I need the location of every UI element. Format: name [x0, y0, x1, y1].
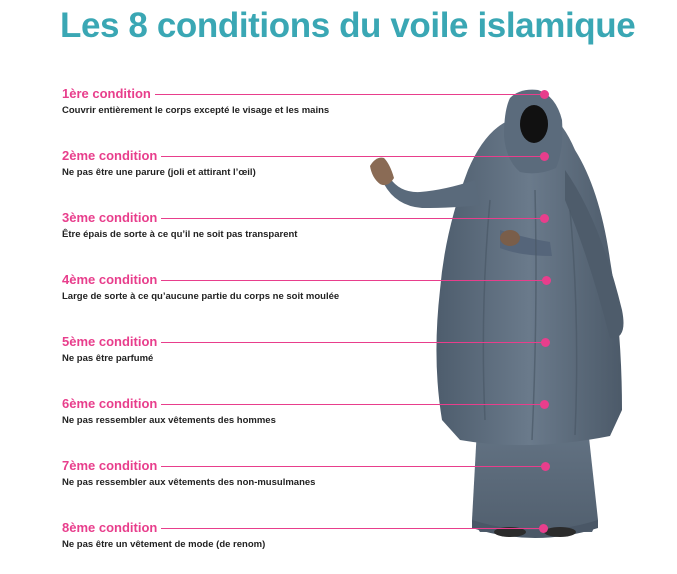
condition-item — [62, 86, 622, 136]
page-title: Les 8 conditions du voile islamique — [60, 6, 636, 45]
condition-description: Ne pas ressembler aux vêtements des non-musulmanes — [62, 477, 316, 488]
condition-connector-line — [122, 94, 544, 95]
condition-label: 6ème condition — [62, 396, 161, 411]
condition-connector-line — [122, 280, 546, 281]
condition-description: Être épais de sorte à ce qu’il ne soit pas transparent — [62, 229, 298, 240]
condition-label: 3ème condition — [62, 210, 161, 225]
condition-description: Ne pas ressembler aux vêtements des hommes — [62, 415, 276, 426]
condition-marker-dot — [540, 90, 549, 99]
condition-label: 1ère condition — [62, 86, 155, 101]
condition-marker-dot — [540, 152, 549, 161]
condition-description: Large de sorte à ce qu’aucune partie du corps ne soit moulée — [62, 291, 340, 302]
condition-marker-dot — [541, 338, 550, 347]
condition-description: Couvrir entièrement le corps excepté le visage et les mains — [62, 105, 330, 116]
condition-item — [62, 520, 622, 570]
condition-marker-dot — [541, 462, 550, 471]
condition-connector-line — [122, 156, 544, 157]
condition-item — [62, 272, 622, 322]
condition-item — [62, 210, 622, 260]
condition-connector-line — [122, 342, 545, 343]
condition-label: 7ème condition — [62, 458, 161, 473]
condition-label: 4ème condition — [62, 272, 161, 287]
condition-label: 5ème condition — [62, 334, 161, 349]
condition-marker-dot — [539, 524, 548, 533]
condition-connector-line — [122, 218, 544, 219]
condition-item — [62, 334, 622, 384]
condition-label: 8ème condition — [62, 520, 161, 535]
condition-label: 2ème condition — [62, 148, 161, 163]
condition-connector-line — [122, 528, 543, 529]
condition-marker-dot — [540, 214, 549, 223]
condition-connector-line — [122, 466, 545, 467]
condition-connector-line — [122, 404, 544, 405]
condition-item — [62, 396, 622, 446]
condition-marker-dot — [542, 276, 551, 285]
condition-item — [62, 148, 622, 198]
condition-description: Ne pas être une parure (joli et attirant l’œil) — [62, 167, 256, 178]
condition-marker-dot — [540, 400, 549, 409]
condition-description: Ne pas être parfumé — [62, 353, 154, 364]
condition-description: Ne pas être un vêtement de mode (de renom) — [62, 539, 266, 550]
condition-item — [62, 458, 622, 508]
